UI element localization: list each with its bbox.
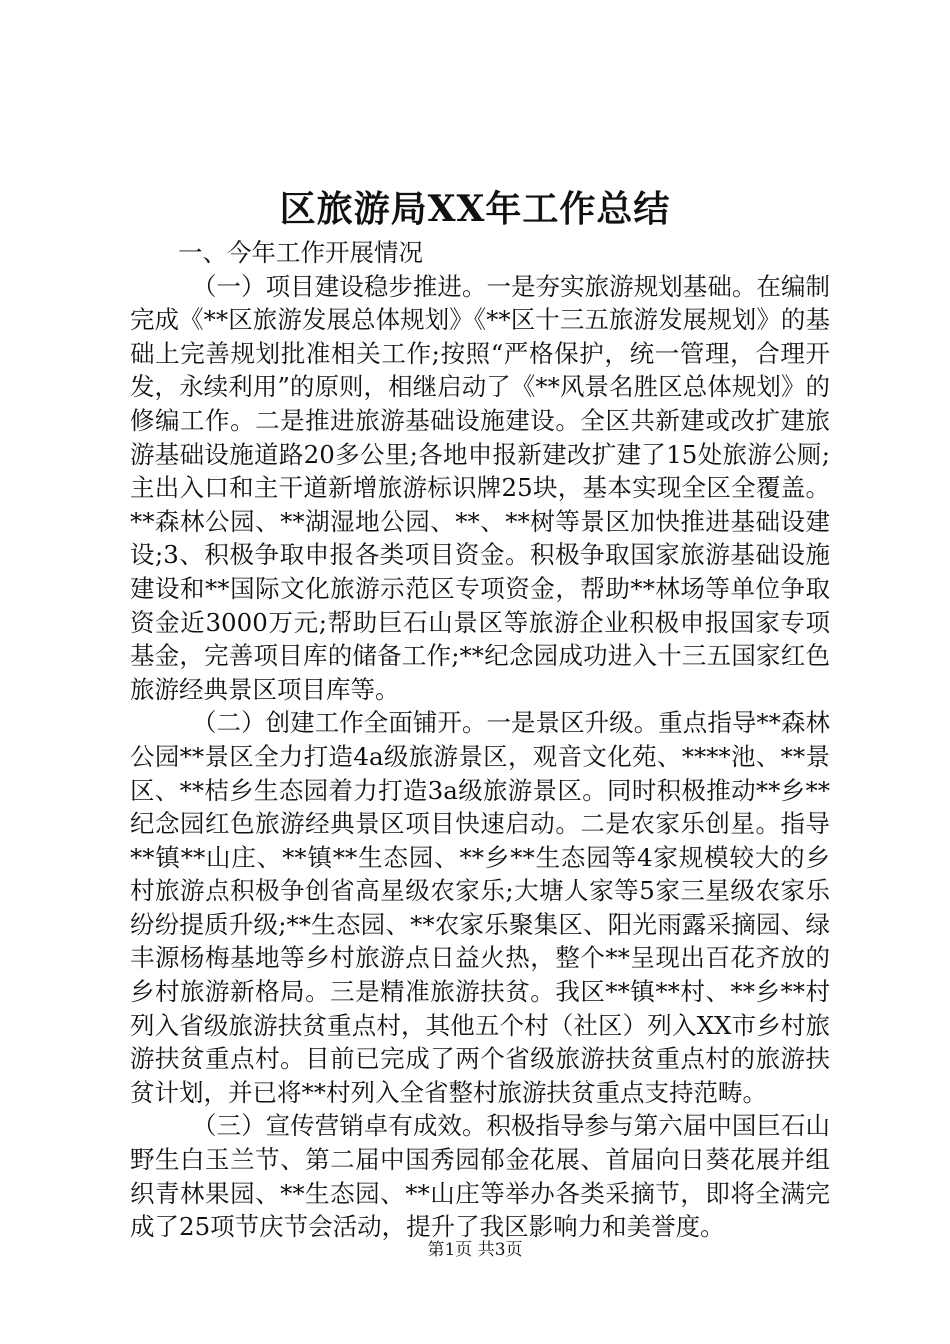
section-heading: 一、今年工作开展情况 <box>178 238 423 267</box>
paragraph-project-construction: （一）项目建设稳步推进。一是夯实旅游规划基础。在编制完成《**区旅游发展总体规划》《**区十三五旅游发展规划》的基础上完善规划批准相关工作;按照“严格保护，统一管理，合理开发，永续利用”的原则，相继启动了《**风景名胜区总体规划》的修编工作。二是推进旅游基础设施建设。全区共新建或改扩建旅游基础设施道路20多公里;各地申报新建改扩建了15处旅游公厕;主出入口和主干道新增旅游标识牌25块，基本实现全区全覆盖。**森林公园、**湖湿地公园、**、**树等景区加快推进基础设建设;3、积极争取申报各类项目资金。积极争取国家旅游基础设施建设和**国际文化旅游示范区专项资金，帮助**林场等单位争取资金近3000万元;帮助巨石山景区等旅游企业积极申报国家专项基金，完善项目库的储备工作;**纪念园成功进入十三五国家红色旅游经典景区项目库等。 <box>130 271 830 704</box>
paragraph-promotion-marketing: （三）宣传营销卓有成效。积极指导参与第六届中国巨石山野生白玉兰节、第二届中国秀园郁金花展、首届向日葵花展并组织青林果园、**生态园、**山庄等举办各类采摘节，即将全满完成了25项节庆节会活动，提升了我区影响力和美誉度。 <box>130 1111 830 1242</box>
document-title: 区旅游局XX年工作总结 <box>279 188 671 230</box>
document-body <box>130 236 830 1244</box>
page-number-footer: 第1页 共3页 <box>427 1240 523 1260</box>
paragraph-creation-work: （二）创建工作全面铺开。一是景区升级。重点指导**森林公园**景区全力打造4a级旅游景区，观音文化苑、****池、**景区、**桔乡生态园着力打造3a级旅游景区。同时积极推动**乡**纪念园红色旅游经典景区项目快速启动。二是农家乐创星。指导**镇**山庄、**镇**生态园、**乡**生态园等4家规模较大的乡村旅游点积极争创省高星级农家乐;大塘人家等5家三星级农家乐纷纷提质升级;**生态园、**农家乐聚集区、阳光雨露采摘园、绿丰源杨梅基地等乡村旅游点日益火热，整个**呈现出百花齐放的乡村旅游新格局。三是精准旅游扶贫。我区**镇**村、**乡**村列入省级旅游扶贫重点村，其他五个村（社区）列入XX市乡村旅游扶贫重点村。目前已完成了两个省级旅游扶贫重点村的旅游扶贫计划，并已将**村列入全省整村旅游扶贫重点支持范畴。 <box>130 708 830 1107</box>
